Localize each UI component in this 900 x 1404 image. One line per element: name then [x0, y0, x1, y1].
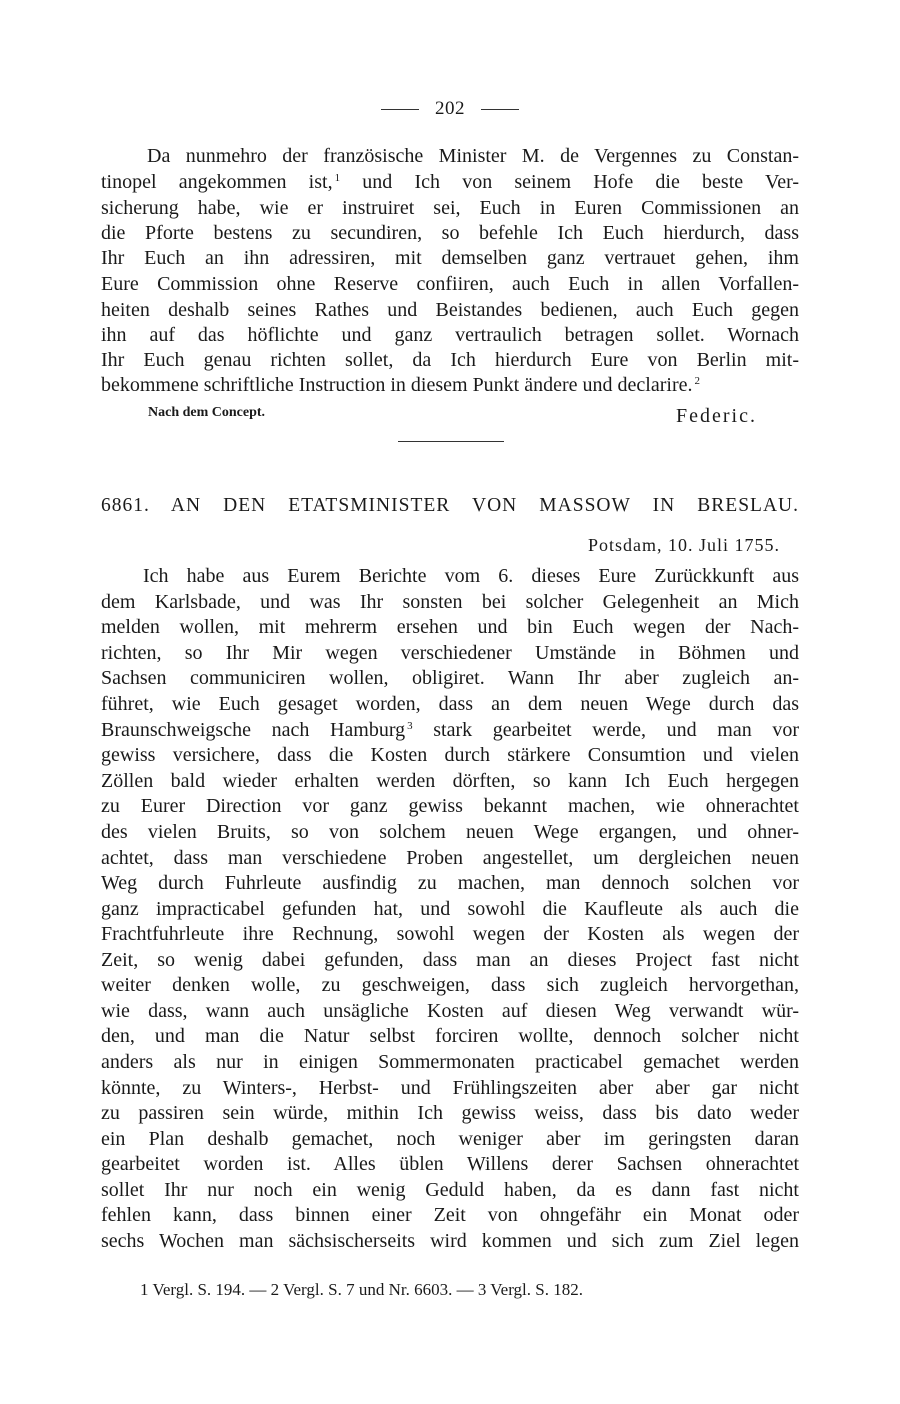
letter1-line-5: Ihr Euch an ihn adressiren, mit demselben ganz vertrauet gehen, ihm — [101, 247, 799, 269]
letter1-line-6: Eure Commission ohne Reserve confiiren, auch Euch in allen Vorfallen- — [101, 273, 799, 295]
letter2-line-3: melden wollen, mit mehrerm ersehen und bin Euch wegen der Nach- — [101, 616, 799, 638]
letter2-line-23: ein Plan deshalb gemachet, noch weniger aber im geringsten daran — [101, 1128, 799, 1150]
header-rule-right — [481, 109, 519, 110]
letter2-line-2: dem Karlsbade, und was Ihr sonsten bei solcher Gelegenheit an Mich — [101, 591, 799, 613]
letter1-line-2a: tinopel angekommen ist, — [101, 171, 333, 193]
letter2-line-4: richten, so Ihr Mir wegen verschiedener Umstände in Böhmen und — [101, 642, 799, 664]
footnote-ref-2: 2 — [694, 375, 700, 387]
letter1-line-2 — [101, 169, 799, 195]
footnote-ref-3: 3 — [407, 720, 413, 732]
letter2-line-25: sollet Ihr nur noch ein wenig Geduld haben, da es dann fast nicht — [101, 1179, 799, 1201]
letter2-line-9: Zöllen bald wieder erhalten werden dörften, so kann Ich Euch hergegen — [101, 770, 799, 792]
page-number: 202 — [435, 98, 465, 119]
section-divider — [398, 441, 504, 442]
letter2-line-6: führet, wie Euch gesaget worden, dass an dem neuen Wege durch das — [101, 693, 799, 715]
letter2-line-20: anders als nur in einigen Sommermonaten practicabel gemachet werden — [101, 1051, 799, 1073]
letter2-line-22: zu passiren sein würde, mithin Ich gewiss weiss, dass bis dato weder — [101, 1102, 799, 1124]
letter2-line-7 — [101, 717, 799, 743]
letter2-line-24: gearbeitet worden ist. Alles üblen Willens derer Sachsen ohnerachtet — [101, 1153, 799, 1175]
letter1-line-4: die Pforte bestens zu secundiren, so befehle Ich Euch hierdurch, dass — [101, 222, 799, 244]
letter2-line-27: sechs Wochen man sächsischerseits wird kommen und sich zum Ziel legen — [101, 1230, 799, 1252]
letter2-line-5: Sachsen communiciren wollen, obligiret. Wann Ihr aber zugleich an- — [101, 667, 799, 689]
page-header — [0, 96, 900, 122]
letter2-line-16: Zeit, so wenig dabei gefunden, dass man an dieses Project fast nicht — [101, 949, 799, 971]
source-note: Nach dem Concept. — [148, 405, 266, 420]
letter2-line-12: achtet, dass man verschiedene Proben angestellet, um dergleichen neuen — [101, 847, 799, 869]
letter2-line-10: zu Eurer Direction vor ganz gewiss bekannt machen, wie ohnerachtet — [101, 795, 799, 817]
letter1-line-9: Ihr Euch genau richten sollet, da Ich hierdurch Eure von Berlin mit- — [101, 349, 799, 371]
footnote-ref-1: 1 — [334, 172, 341, 184]
letter2-line-7a: Braunschweigsche nach Hamburg — [101, 719, 406, 741]
letter2-line-15: Frachtfuhrleute ihre Rechnung, sowohl wegen der Kosten als wegen der — [101, 923, 799, 945]
letter1-line-1: Da nunmehro der französische Minister M. de Vergennes zu Constan- — [147, 145, 799, 167]
letter1-line-3: sicherung habe, wie er instruiret sei, Euch in Euren Commissionen an — [101, 197, 799, 219]
header-rule-left — [381, 109, 419, 110]
letter1-line-7: heiten deshalb seines Rathes und Beistandes bedienen, auch Euch gegen — [101, 299, 799, 321]
letter1-line-10 — [101, 372, 799, 398]
letter2-line-11: des vielen Bruits, so von solchem neuen Wege ergangen, und ohner- — [101, 821, 799, 843]
letter2-line-8: gewiss versichere, dass die Kosten durch stärkere Consumtion und vielen — [101, 744, 799, 766]
letter1-line-8: ihn auf das höflichte und ganz vertraulich betragen sollet. Wornach — [101, 324, 799, 346]
letter2-line-1: Ich habe aus Eurem Berichte vom 6. dieses Eure Zurückkunft aus — [143, 565, 799, 587]
letter2-line-13: Weg durch Fuhrleute ausfindig zu machen, man dennoch solchen vor — [101, 872, 799, 894]
letter1-line-2b: und Ich von seinem Hofe die beste Ver- — [340, 171, 799, 193]
letter-heading: 6861. AN DEN ETATSMINISTER VON MASSOW IN BRESLAU. — [101, 495, 799, 516]
letter2-line-18: wie dass, wann auch unsägliche Kosten auf diesen Weg verwandt wür- — [101, 1000, 799, 1022]
letter2-line-19: den, und man die Natur selbst forciren wollte, dennoch solcher nicht — [101, 1025, 799, 1047]
letter2-line-14: ganz impracticabel gefunden hat, und sowohl die Kaufleute als auch die — [101, 898, 799, 920]
letter1-line-10-text: bekommene schriftliche Instruction in diesem Punkt ändere und declarire. — [101, 374, 693, 396]
letter2-line-26: fehlen kann, dass binnen einer Zeit von ohngefähr ein Monat oder — [101, 1204, 799, 1226]
dateline: Potsdam, 10. Juli 1755. — [587, 535, 780, 555]
letter2-line-21: könnte, zu Winters-, Herbst- und Frühlingszeiten aber aber gar nicht — [101, 1077, 799, 1099]
footnotes: 1 Vergl. S. 194. — 2 Vergl. S. 7 und Nr. 6603. — 3 Vergl. S. 182. — [140, 1280, 583, 1299]
letter2-line-17: weiter denken wolle, zu geschweigen, dass sich zugleich hervorgethan, — [101, 974, 799, 996]
signature: Federic. — [676, 405, 757, 427]
letter2-line-7b: stark gearbeitet werde, und man vor — [412, 719, 799, 741]
